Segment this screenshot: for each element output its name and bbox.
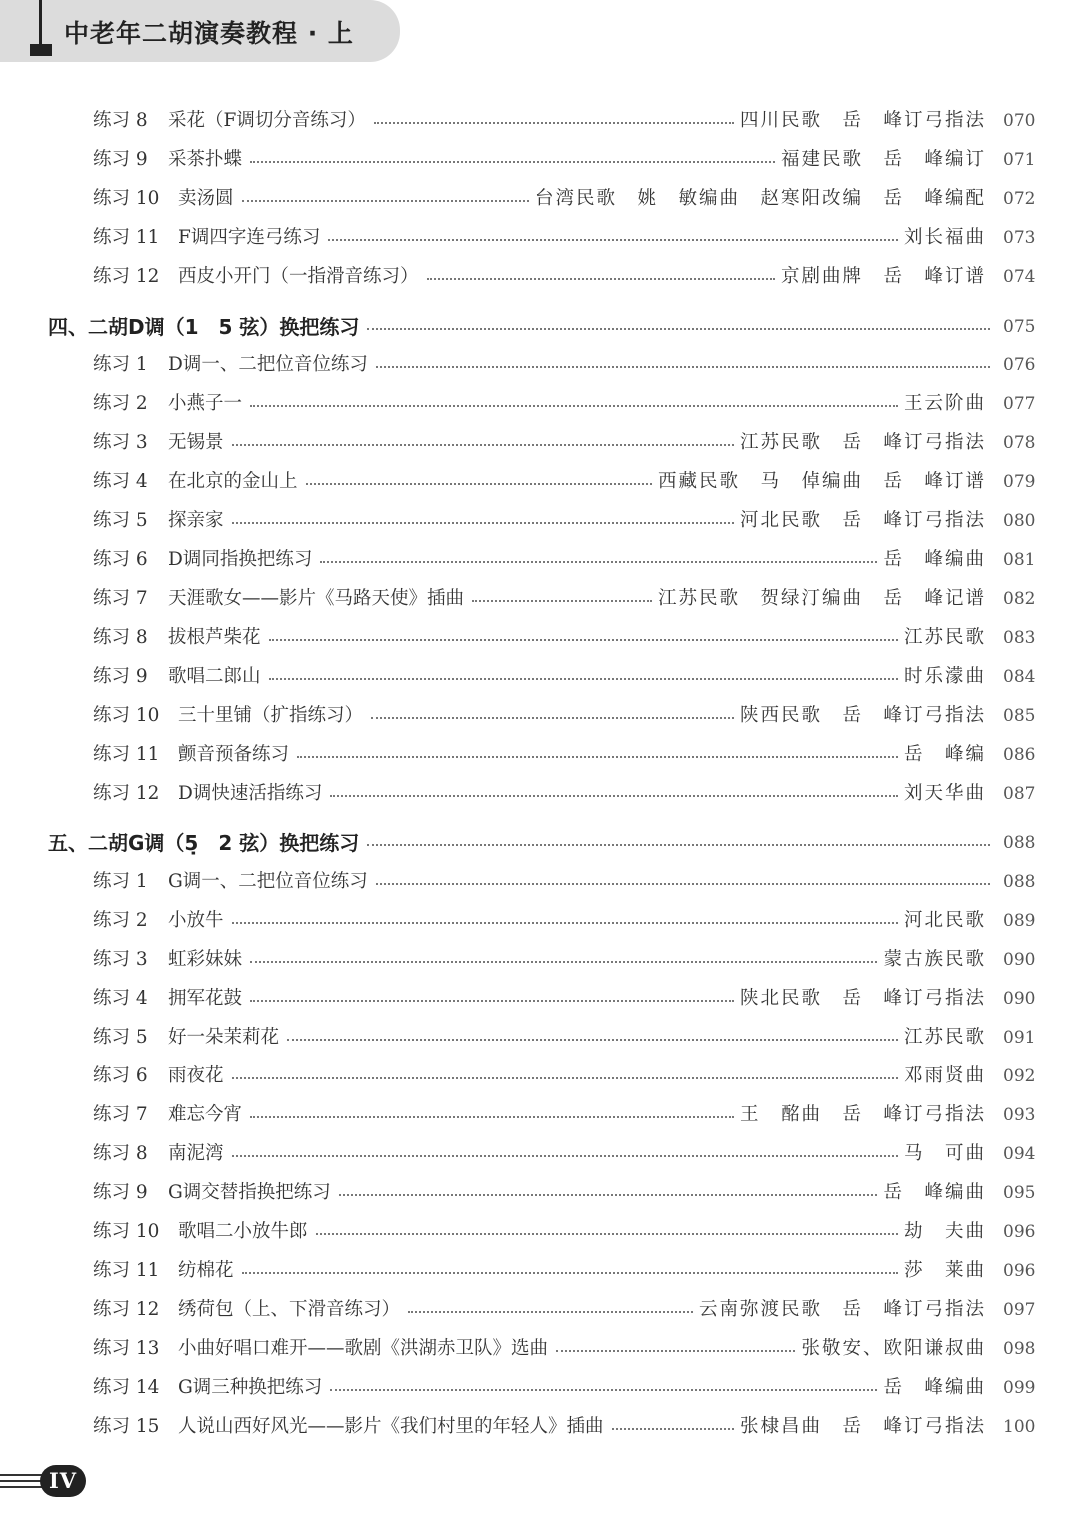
toc-entry[interactable]: [0, 658, 1080, 694]
composer-credit: 劫 夫曲: [903, 1221, 986, 1242]
exercise-number: 练习 7: [93, 1104, 148, 1125]
exercise-title: D调快速活指练习: [178, 783, 323, 804]
leader-dots: [472, 600, 652, 602]
exercise-number: 练习 11: [93, 744, 160, 765]
composer-credit: 台湾民歌 姚 敏编曲 赵寒阳改编 岳 峰编配: [534, 188, 986, 209]
leader-dots: [232, 1155, 898, 1157]
exercise-number: 练习 1: [93, 354, 148, 375]
exercise-title: F调四字连弓练习: [178, 227, 321, 248]
composer-credit: 京剧曲牌 岳 峰订谱: [780, 266, 986, 287]
page-number: 091: [1003, 1028, 1036, 1048]
exercise-number: 练习 8: [93, 627, 148, 648]
exercise-title: 在北京的金山上: [168, 471, 298, 492]
exercise-number: 练习 2: [93, 393, 148, 414]
page-number: 092: [1003, 1066, 1036, 1086]
page-number: 081: [1003, 550, 1036, 570]
composer-credit: 蒙古族民歌: [883, 949, 986, 970]
leader-dots: [250, 161, 775, 163]
page-number: 084: [1003, 667, 1036, 687]
composer-credit: 时乐濛曲: [903, 666, 986, 687]
page-number: 090: [1003, 989, 1036, 1009]
toc-entry[interactable]: [0, 1252, 1080, 1288]
toc-entry[interactable]: [0, 736, 1080, 772]
toc-entry[interactable]: [0, 1213, 1080, 1249]
exercise-number: 练习 2: [93, 910, 148, 931]
page-number: 078: [1003, 433, 1036, 453]
composer-credit: 岳 峰编曲: [883, 1182, 986, 1203]
page-number: 086: [1003, 745, 1036, 765]
exercise-title: 三十里铺（扩指练习）: [178, 705, 364, 726]
leader-dots: [330, 795, 898, 797]
page-number: 076: [1003, 355, 1036, 375]
toc-entry[interactable]: [0, 1408, 1080, 1444]
toc-entry[interactable]: [0, 141, 1080, 177]
composer-credit: 四川民歌 岳 峰订弓指法: [739, 110, 986, 131]
page-number: 080: [1003, 511, 1036, 531]
composer-credit: 福建民歌 岳 峰编订: [780, 149, 986, 170]
page-number: 079: [1003, 472, 1036, 492]
exercise-number: 练习 10: [93, 188, 160, 209]
exercise-title: 歌唱二小放牛郎: [178, 1221, 308, 1242]
composer-credit: 江苏民歌: [903, 627, 986, 648]
composer-credit: 岳 峰编: [903, 744, 986, 765]
exercise-number: 练习 5: [93, 1027, 148, 1048]
leader-dots: [232, 922, 898, 924]
exercise-title: 拥军花鼓: [168, 988, 243, 1009]
exercise-number: 练习 9: [93, 149, 148, 170]
toc-entry[interactable]: [0, 619, 1080, 655]
composer-credit: 河北民歌 岳 峰订弓指法: [739, 510, 986, 531]
leader-dots: [427, 278, 775, 280]
leader-dots: [320, 561, 877, 563]
toc-entry[interactable]: [0, 541, 1080, 577]
composer-credit: 岳 峰编曲: [883, 1377, 986, 1398]
page-number: 096: [1003, 1261, 1036, 1281]
composer-credit: 张棣昌曲 岳 峰订弓指法: [739, 1416, 986, 1437]
header-banner: [0, 0, 400, 62]
toc-entry[interactable]: [0, 1369, 1080, 1405]
exercise-number: 练习 6: [93, 1065, 148, 1086]
exercise-number: 练习 13: [93, 1338, 160, 1359]
leader-dots: [250, 405, 898, 407]
leader-dots: [612, 1428, 734, 1430]
page-number: 093: [1003, 1105, 1036, 1125]
exercise-title: 小燕子一: [168, 393, 243, 414]
leader-dots: [328, 239, 898, 241]
exercise-number: 练习 14: [93, 1377, 160, 1398]
exercise-number: 练习 9: [93, 1182, 148, 1203]
exercise-title: 人说山西好风光——影片《我们村里的年轻人》插曲: [178, 1416, 604, 1437]
exercise-title: 纺棉花: [178, 1260, 234, 1281]
exercise-number: 练习 5: [93, 510, 148, 531]
leader-dots: [242, 200, 529, 202]
exercise-number: 练习 8: [93, 110, 148, 131]
exercise-title: G调交替指换把练习: [168, 1182, 331, 1203]
page-number: 072: [1003, 189, 1036, 209]
page-number: 071: [1003, 150, 1036, 170]
exercise-number: 练习 12: [93, 783, 160, 804]
exercise-number: 练习 12: [93, 1299, 160, 1320]
page-number: 077: [1003, 394, 1036, 414]
composer-credit: 岳 峰编曲: [883, 549, 986, 570]
exercise-number: 练习 1: [93, 871, 148, 892]
page-number: 088: [1003, 833, 1036, 853]
leader-dots: [250, 961, 877, 963]
composer-credit: 云南弥渡民歌 岳 峰订弓指法: [698, 1299, 986, 1320]
page-number: 098: [1003, 1339, 1036, 1359]
page-number: 075: [1003, 317, 1036, 337]
leader-dots: [232, 1077, 898, 1079]
book-title: 中老年二胡演奏教程 · 上: [64, 19, 354, 48]
page-number: 070: [1003, 111, 1036, 131]
composer-credit: 江苏民歌 岳 峰订弓指法: [739, 432, 986, 453]
exercise-title: D调一、二把位音位练习: [168, 354, 368, 375]
exercise-title: 难忘今宵: [168, 1104, 243, 1125]
exercise-title: 好一朵茉莉花: [168, 1027, 280, 1048]
toc-entry[interactable]: [0, 697, 1080, 733]
leader-dots: [330, 1389, 877, 1391]
toc-entry[interactable]: [0, 580, 1080, 616]
composer-credit: 王云阶曲: [903, 393, 986, 414]
leader-dots: [408, 1311, 693, 1313]
exercise-number: 练习 11: [93, 227, 160, 248]
exercise-title: 小曲好唱口难开——歌剧《洪湖赤卫队》选曲: [178, 1338, 549, 1359]
exercise-number: 练习 12: [93, 266, 160, 287]
exercise-title: 探亲家: [168, 510, 224, 531]
leader-dots: [376, 883, 990, 885]
composer-credit: 陕北民歌 岳 峰订弓指法: [739, 988, 986, 1009]
page-number: 090: [1003, 950, 1036, 970]
page-number: 097: [1003, 1300, 1036, 1320]
composer-credit: 刘天华曲: [903, 783, 986, 804]
toc-entry[interactable]: [0, 424, 1080, 460]
toc-entry[interactable]: [0, 980, 1080, 1016]
exercise-title: 拔根芦柴花: [168, 627, 261, 648]
composer-credit: 王 酩曲 岳 峰订弓指法: [739, 1104, 986, 1125]
leader-dots: [287, 1039, 898, 1041]
exercise-title: 无锡景: [168, 432, 224, 453]
exercise-title: 卖汤圆: [178, 188, 234, 209]
leader-dots: [374, 122, 734, 124]
composer-credit: 河北民歌: [903, 910, 986, 931]
exercise-title: 歌唱二郎山: [168, 666, 261, 687]
toc-entry[interactable]: [0, 258, 1080, 294]
toc-entry[interactable]: [0, 863, 1080, 899]
leader-dots: [232, 444, 734, 446]
exercise-number: 练习 3: [93, 432, 148, 453]
toc-entry[interactable]: [0, 1174, 1080, 1210]
toc-entry[interactable]: [0, 219, 1080, 255]
composer-credit: 张敬安、欧阳谦叔曲: [801, 1338, 986, 1359]
page-number: 095: [1003, 1183, 1036, 1203]
page-number: 074: [1003, 267, 1036, 287]
composer-credit: 马 可曲: [903, 1143, 986, 1164]
leader-dots: [269, 678, 898, 680]
page-number: 089: [1003, 911, 1036, 931]
toc-entry[interactable]: [0, 1330, 1080, 1366]
leader-dots: [339, 1194, 878, 1196]
leader-dots: [306, 483, 652, 485]
exercise-number: 练习 7: [93, 588, 148, 609]
exercise-title: 颤音预备练习: [178, 744, 290, 765]
page-number: 083: [1003, 628, 1036, 648]
exercise-number: 练习 9: [93, 666, 148, 687]
section-title: 四、二胡D调（1 5 弦）换把练习: [48, 315, 360, 339]
leader-dots: [367, 844, 990, 846]
exercise-title: 雨夜花: [168, 1065, 224, 1086]
book-mark-icon: [30, 0, 52, 58]
page-number: 085: [1003, 706, 1036, 726]
page-number: 073: [1003, 228, 1036, 248]
exercise-title: G调一、二把位音位练习: [168, 871, 368, 892]
exercise-number: 练习 6: [93, 549, 148, 570]
exercise-title: 采茶扑蝶: [168, 149, 243, 170]
exercise-title: 西皮小开门（一指滑音练习）: [178, 266, 419, 287]
toc-entry[interactable]: [0, 941, 1080, 977]
toc-entry[interactable]: [0, 102, 1080, 138]
composer-credit: 莎 莱曲: [903, 1260, 986, 1281]
exercise-number: 练习 15: [93, 1416, 160, 1437]
composer-credit: 邓雨贤曲: [903, 1065, 986, 1086]
toc-entry[interactable]: [0, 1057, 1080, 1093]
leader-dots: [269, 639, 898, 641]
toc-section[interactable]: [0, 308, 1080, 344]
exercise-number: 练习 10: [93, 705, 160, 726]
toc-section[interactable]: [0, 824, 1080, 860]
page-number: 096: [1003, 1222, 1036, 1242]
toc-entry[interactable]: [0, 180, 1080, 216]
exercise-title: 小放牛: [168, 910, 224, 931]
section-title: 五、二胡G调（5̣ 2 弦）换把练习: [48, 831, 360, 855]
leader-dots: [376, 366, 990, 368]
leader-dots: [250, 1116, 734, 1118]
page-number: 100: [1003, 1417, 1036, 1437]
exercise-title: 采花（F调切分音练习）: [168, 110, 366, 131]
exercise-number: 练习 10: [93, 1221, 160, 1242]
page-number: 088: [1003, 872, 1036, 892]
exercise-title: 虹彩妹妹: [168, 949, 243, 970]
composer-credit: 刘长福曲: [903, 227, 986, 248]
toc-entry[interactable]: [0, 1096, 1080, 1132]
leader-dots: [556, 1350, 795, 1352]
leader-dots: [250, 1000, 734, 1002]
exercise-number: 练习 4: [93, 988, 148, 1009]
toc-entry[interactable]: [0, 1291, 1080, 1327]
toc-entry[interactable]: [0, 463, 1080, 499]
exercise-title: D调同指换把练习: [168, 549, 313, 570]
leader-dots: [242, 1272, 898, 1274]
leader-dots: [232, 522, 734, 524]
toc-entry[interactable]: [0, 1019, 1080, 1055]
toc-entry[interactable]: [0, 385, 1080, 421]
page-number: 099: [1003, 1378, 1036, 1398]
exercise-number: 练习 8: [93, 1143, 148, 1164]
exercise-title: 绣荷包（上、下滑音练习）: [178, 1299, 401, 1320]
exercise-title: G调三种换把练习: [178, 1377, 323, 1398]
page-number-badge: IV: [40, 1465, 86, 1497]
toc-entry[interactable]: [0, 775, 1080, 811]
leader-dots: [371, 717, 734, 719]
toc-entry[interactable]: [0, 1135, 1080, 1171]
composer-credit: 江苏民歌: [903, 1027, 986, 1048]
toc-entry[interactable]: [0, 346, 1080, 382]
composer-credit: 江苏民歌 贺绿汀编曲 岳 峰记谱: [657, 588, 986, 609]
exercise-title: 南泥湾: [168, 1143, 224, 1164]
page-number: 087: [1003, 784, 1036, 804]
leader-dots: [297, 756, 898, 758]
composer-credit: 陕西民歌 岳 峰订弓指法: [739, 705, 986, 726]
toc-entry[interactable]: [0, 502, 1080, 538]
exercise-number: 练习 4: [93, 471, 148, 492]
page-number: 082: [1003, 589, 1036, 609]
leader-dots: [367, 328, 990, 330]
exercise-number: 练习 3: [93, 949, 148, 970]
page-number: 094: [1003, 1144, 1036, 1164]
toc-entry[interactable]: [0, 902, 1080, 938]
leader-dots: [316, 1233, 898, 1235]
exercise-number: 练习 11: [93, 1260, 160, 1281]
composer-credit: 西藏民歌 马 倬编曲 岳 峰订谱: [657, 471, 986, 492]
exercise-title: 天涯歌女——影片《马路天使》插曲: [168, 588, 465, 609]
